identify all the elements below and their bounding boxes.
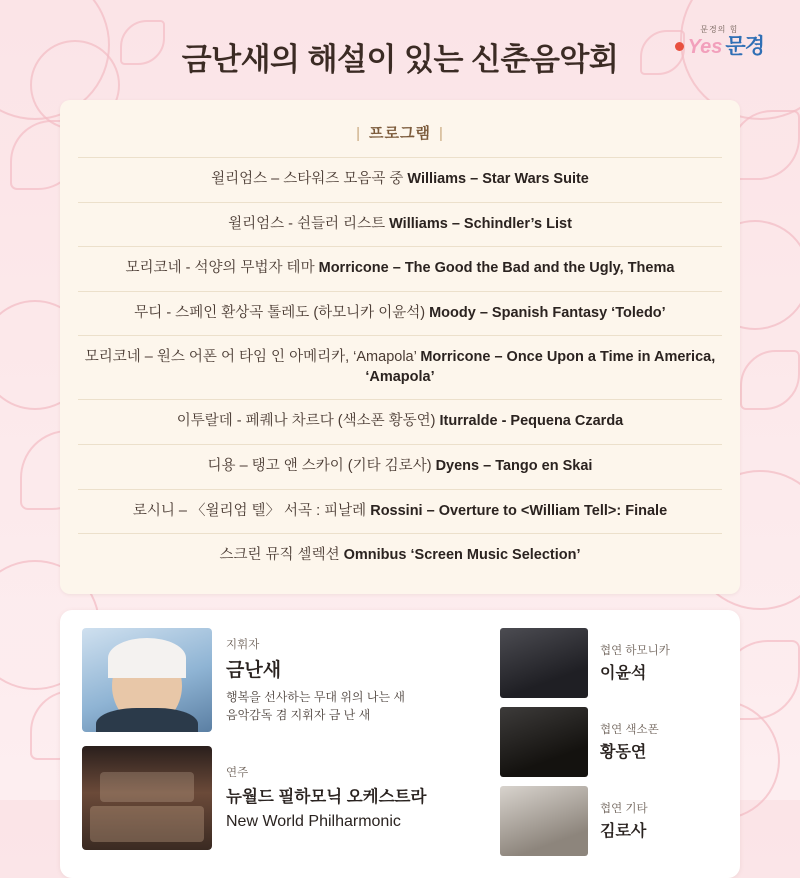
- logo-dot-icon: [675, 42, 684, 51]
- program-item-ko: 이투랄데 - 페퀘나 차르다 (색소폰 황동연): [176, 413, 440, 430]
- program-item-ko: 모리코네 - 석양의 무법자 테마: [125, 260, 319, 277]
- orchestra-text: [226, 764, 426, 831]
- conductor-text: [226, 636, 405, 724]
- conductor-photo: [82, 628, 212, 732]
- program-heading: [78, 114, 722, 157]
- program-item-ko: 윌리엄스 - 쉰들러 리스트: [228, 215, 390, 232]
- program-item-ko: 스크린 뮤직 셀렉션: [219, 547, 344, 564]
- program-heading-label: 프로그램: [369, 125, 431, 142]
- conductor-block: [82, 628, 482, 732]
- guest-performers-column: [500, 628, 718, 858]
- performers-main-column: [82, 628, 482, 858]
- program-item-en: Williams – Schindler’s List: [389, 215, 572, 232]
- conductor-name: 금난새: [226, 659, 282, 681]
- program-item-en: Morricone – The Good the Bad and the Ugly, Thema: [318, 260, 675, 277]
- heading-bar-left: |: [356, 125, 362, 142]
- logo-word-text: 문경: [725, 35, 764, 58]
- program-row: [78, 246, 722, 291]
- program-item-ko: 무디 - 스페인 환상곡 톨레도 (하모니카 이윤석): [134, 304, 430, 321]
- guest-role: 협연 색소폰: [600, 724, 659, 737]
- conductor-desc-line2: 음악감독 겸 지휘자 금 난 새: [226, 707, 371, 722]
- orchestra-role: 연주: [226, 767, 249, 780]
- guest-name: 이윤석: [600, 665, 647, 683]
- logo-yes-text: Yes: [687, 35, 723, 58]
- program-row: [78, 157, 722, 202]
- guest-photo-guitar: [500, 786, 588, 856]
- program-row: [78, 533, 722, 578]
- poster-header: [0, 0, 800, 100]
- municipal-logo: [675, 26, 764, 57]
- program-item-en: Dyens – Tango en Skai: [435, 457, 593, 474]
- program-item-en: Moody – Spanish Fantasy ‘Toledo’: [429, 304, 666, 321]
- program-item-en: Williams – Star Wars Suite: [407, 171, 589, 187]
- program-item-ko: 윌리엄스 – 스타워즈 모음곡 중: [211, 171, 408, 187]
- orchestra-photo: [82, 746, 212, 850]
- guest-name: 김로사: [600, 823, 647, 841]
- guest-name: 황동연: [600, 744, 647, 762]
- program-item-en: Rossini – Overture to <William Tell>: Finale: [370, 502, 668, 519]
- guest-photo-harmonica: [500, 628, 588, 698]
- conductor-role: 지휘자: [226, 638, 260, 651]
- program-row: [78, 202, 722, 247]
- program-row: [78, 399, 722, 444]
- program-item-en: Morricone – Once Upon a Time in America, ‘Amapola’: [365, 349, 716, 385]
- performers-card: [60, 610, 740, 878]
- program-item-en: Iturralde - Pequena Czarda: [439, 413, 624, 430]
- program-row: [78, 291, 722, 336]
- guest-role: 협연 하모니카: [600, 645, 670, 658]
- guest-photo-saxophone: [500, 707, 588, 777]
- orchestra-block: [82, 746, 482, 850]
- orchestra-name-ko: 뉴월드 필하모닉 오케스트라: [226, 788, 427, 807]
- guest-block: [500, 786, 718, 856]
- program-row: [78, 335, 722, 399]
- page-title: 금난새의 해설이 있는 신춘음악회: [181, 41, 619, 77]
- guest-text: [600, 721, 659, 762]
- logo-main: [675, 36, 764, 57]
- program-card: [60, 100, 740, 594]
- guest-block: [500, 628, 718, 698]
- program-item-en: Omnibus ‘Screen Music Selection’: [343, 547, 581, 564]
- program-row: [78, 489, 722, 534]
- guest-text: [600, 800, 648, 841]
- guest-role: 협연 기타: [600, 803, 648, 816]
- heading-bar-right: |: [438, 125, 444, 142]
- logo-top-text: 문경의 힘: [700, 25, 739, 34]
- program-item-ko: 로시니 – 〈윌리엄 텔〉 서곡 : 피날레: [132, 502, 371, 519]
- orchestra-name-en: New World Philharmonic: [226, 813, 401, 831]
- program-item-ko: 모리코네 – 원스 어폰 어 타임 인 아메리카, ‘Amapola’: [84, 349, 421, 366]
- guest-block: [500, 707, 718, 777]
- program-row: [78, 444, 722, 489]
- conductor-desc-line1: 행복을 선사하는 무대 위의 나는 새: [226, 689, 405, 704]
- guest-text: [600, 642, 670, 683]
- program-item-ko: 디용 – 탱고 앤 스카이 (기타 김로사): [207, 457, 436, 474]
